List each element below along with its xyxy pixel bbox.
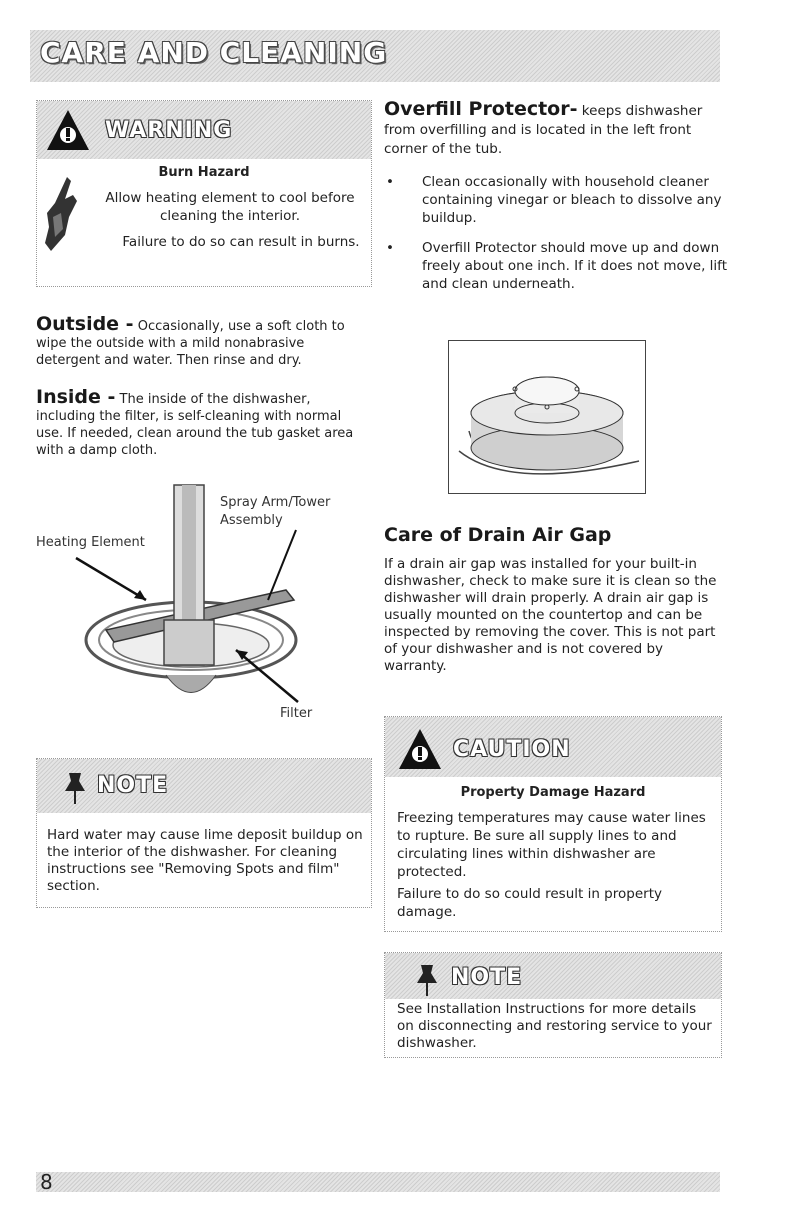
- caution-title: CAUTION: [453, 737, 571, 762]
- note-box-1: [36, 758, 372, 908]
- warning-box: [36, 100, 372, 287]
- caution-line2: Failure to do so could result in property damage.: [397, 886, 662, 920]
- caution-box: [384, 716, 722, 932]
- caution-line1: Freezing temperatures may cause water lines to rupture. Be sure all supply lines to and circulating lines within dishwasher are protected.: [397, 810, 706, 880]
- overfill-section: [384, 100, 729, 305]
- inside-text: The inside of the dishwasher, including the filter, is self-cleaning with normal use. If needed, clean around the tub gasket area with a damp cloth.: [36, 392, 354, 458]
- inside-heading: Inside -: [36, 386, 116, 408]
- overfill-intro: keeps dishwasher from overfilling and is located in the left front corner of the tub.: [384, 103, 703, 157]
- note-2-text: See Installation Instructions for more details on disconnecting and restoring service to your dishwasher.: [397, 1001, 712, 1051]
- warning-line1: Allow heating element to cool before cleaning the interior.: [105, 190, 355, 224]
- overfill-float-drawing: [449, 341, 645, 493]
- note-box-2: [384, 952, 722, 1058]
- note-1-header: [37, 759, 371, 813]
- pushpin-icon: [413, 963, 441, 997]
- warning-hazard: Burn Hazard: [158, 165, 250, 180]
- overfill-protector-illustration: [448, 340, 646, 494]
- label-spray-arm: Spray Arm/Tower Assembly: [220, 495, 331, 528]
- page-title: CARE AND CLEANING: [40, 36, 388, 69]
- overfill-paragraph: [384, 100, 729, 159]
- note-1-title: NOTE: [97, 773, 169, 798]
- note-2-header: [385, 953, 721, 999]
- bullet-symbol: •: [386, 174, 394, 190]
- drain-text: If a drain air gap was installed for your built-in dishwasher, check to make sure it is clean so the dishwasher will drain properly. A drain air gap is usually mounted on the countertop and can be inspected by removing the cover. This is not part of your dishwasher and is not covered by warranty.: [384, 556, 717, 674]
- drain-heading: Care of Drain Air Gap: [384, 524, 612, 546]
- warning-line2: Failure to do so can result in burns.: [122, 234, 360, 250]
- caution-icon: [397, 727, 443, 771]
- hand-burn-icon: [43, 173, 79, 253]
- warning-icon: [45, 108, 91, 152]
- pushpin-icon: [61, 771, 89, 805]
- list-item: [384, 173, 729, 227]
- inside-paragraph: [36, 386, 366, 459]
- overfill-bullet-1: Clean occasionally with household cleaner containing vinegar or bleach to dissolve any buildup.: [422, 174, 722, 226]
- caution-header: [385, 717, 721, 777]
- overfill-bullet-2: Overfill Protector should move up and down freely about one inch. If it does not move, lift and clean underneath.: [422, 240, 727, 292]
- bullet-symbol: •: [386, 240, 394, 256]
- caution-hazard: Property Damage Hazard: [460, 785, 646, 800]
- label-heating-element: Heating Element: [36, 535, 145, 550]
- inside-section: [36, 386, 366, 459]
- warning-header: [37, 101, 371, 159]
- overfill-heading: Overfill Protector-: [384, 98, 578, 120]
- footer-bar: [36, 1172, 720, 1192]
- note-1-text: Hard water may cause lime deposit buildup on the interior of the dishwasher. For cleaning instructions see "Removing Spots and film" section.: [47, 827, 363, 894]
- label-filter: Filter: [280, 706, 313, 721]
- outside-heading: Outside -: [36, 313, 134, 335]
- spray-arm-diagram: [36, 480, 366, 730]
- spray-arm-illustration: [36, 480, 366, 730]
- outside-paragraph: [36, 313, 366, 369]
- title-banner: [30, 30, 720, 82]
- outside-section: [36, 313, 366, 369]
- page-number: 8: [40, 1170, 53, 1194]
- list-item: [384, 239, 729, 293]
- drain-air-gap-section: [384, 524, 729, 675]
- overfill-bullets: [384, 173, 729, 293]
- outside-text: Occasionally, use a soft cloth to wipe the outside with a mild nonabrasive detergent and water. Then rinse and dry.: [36, 319, 345, 368]
- note-2-title: NOTE: [451, 965, 523, 990]
- warning-title: WARNING: [105, 118, 233, 143]
